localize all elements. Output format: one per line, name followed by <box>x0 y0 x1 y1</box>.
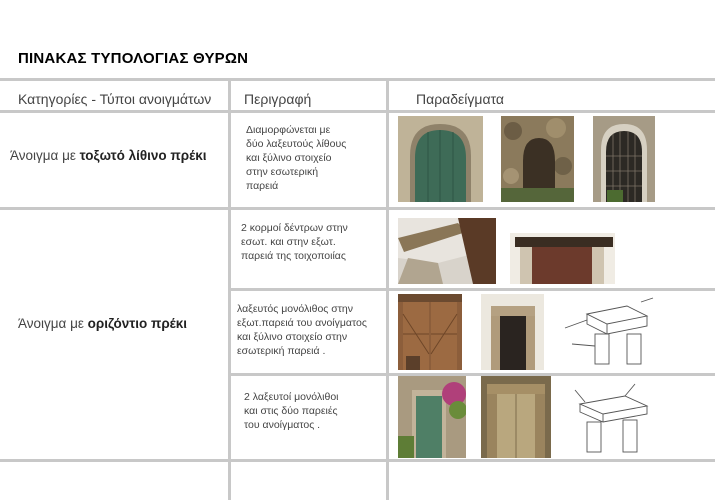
page-title: ΠΙΝΑΚΑΣ ΤΥΠΟΛΟΓΙΑΣ ΘΥΡΩΝ <box>18 50 249 67</box>
description-two-monoliths <box>244 390 339 432</box>
description-line: Διαμορφώνεται με <box>246 124 331 136</box>
description-line: 2 λαξευτοί μονόλιθοι <box>244 391 339 403</box>
column-divider-2 <box>386 78 389 500</box>
header-examples: Παραδείγματα <box>416 91 504 107</box>
category-name: τοξωτό λίθινο πρέκι <box>79 148 207 163</box>
category-arched-lintel <box>10 148 206 163</box>
description-line: στην εσωτερική <box>246 166 319 178</box>
description-line: και ξύλινο στοιχείο <box>246 152 332 164</box>
table-top-rule <box>0 78 715 81</box>
description-arched <box>246 123 346 193</box>
category-prefix: Άνοιγμα με <box>10 148 80 163</box>
sketch-monolith-lintel <box>557 294 657 370</box>
description-monolith-outer <box>237 302 367 358</box>
description-line: και ξύλινο στοιχείο στην <box>237 331 348 343</box>
category-prefix: Άνοιγμα με <box>18 316 88 331</box>
photo-arched-ruined-stone <box>501 116 574 202</box>
description-line: εσωτ. και στην εξωτ. <box>241 236 336 248</box>
photo-trunk-lintel-corner <box>398 218 496 284</box>
photo-arched-iron-grille <box>593 116 655 202</box>
header-categories: Κατηγορίες - Τύποι ανοιγμάτων <box>18 91 212 107</box>
description-line: 2 κορμοί δέντρων στην <box>241 222 348 234</box>
description-line: παρειά <box>246 180 279 192</box>
description-line: παρειά της τοιχοποιίας <box>241 250 346 262</box>
description-line: εξωτ.παρειά του ανοίγματος <box>237 317 367 329</box>
photo-trunk-lintel-door <box>510 233 615 284</box>
description-tree-trunks <box>241 221 348 263</box>
column-divider-1 <box>228 78 231 500</box>
header-description: Περιγραφή <box>244 91 312 107</box>
description-line: του ανοίγματος . <box>244 419 321 431</box>
description-line: δύο λαξευτούς λίθους <box>246 138 347 150</box>
description-line: λαξευτός μονόλιθος στην <box>237 303 353 315</box>
description-line: και στις δύο παρειές <box>244 405 338 417</box>
photo-monolith-wooden-door <box>398 294 462 370</box>
category-name: οριζόντιο πρέκι <box>87 316 188 331</box>
photo-two-monoliths-wooden-door <box>481 376 551 458</box>
photo-monolith-stone-frame <box>481 294 544 370</box>
photo-arched-green-door <box>398 116 483 202</box>
sketch-two-monoliths <box>565 380 660 458</box>
header-bottom-rule <box>0 110 715 113</box>
row-divider-2 <box>0 459 715 462</box>
photo-two-monoliths-green-door <box>398 376 466 458</box>
description-line: εσωτερική παρειά . <box>237 345 326 357</box>
subrow-divider-2 <box>230 373 715 376</box>
category-horizontal-lintel <box>18 316 187 331</box>
row-divider-1 <box>0 207 715 210</box>
subrow-divider-1 <box>230 288 715 291</box>
